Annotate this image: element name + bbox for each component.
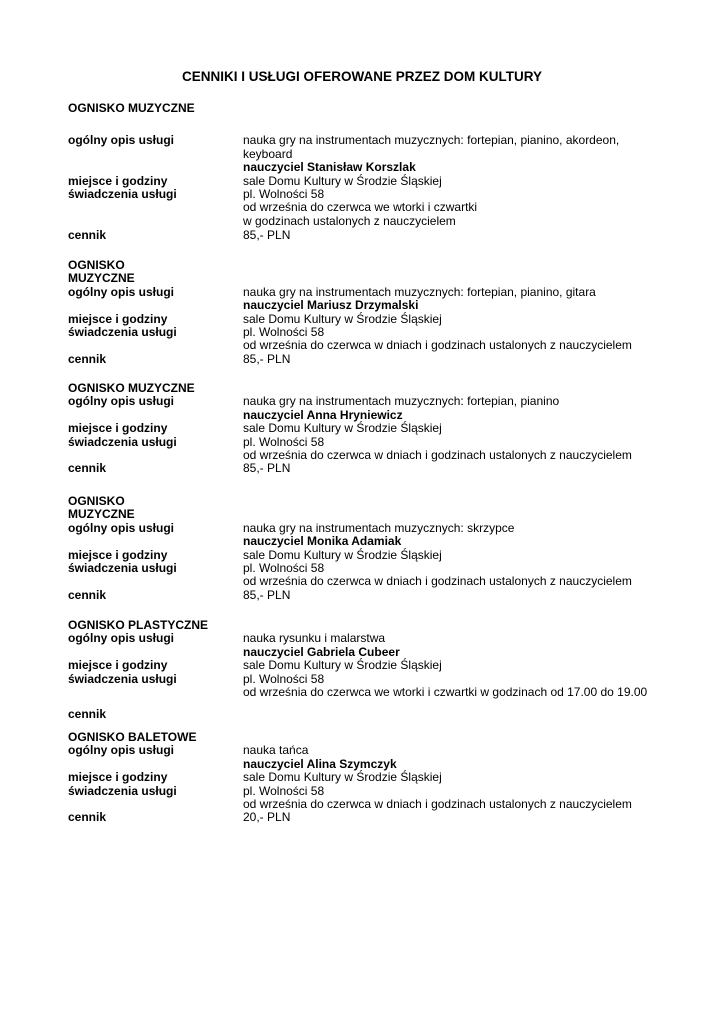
description-row (68, 286, 668, 299)
section-heading: OGNISKO MUZYCZNE (68, 494, 135, 522)
hours-value: od września do czerwca we wtorki i czwartki (243, 200, 478, 215)
place-row (68, 313, 668, 353)
price-row (68, 589, 668, 602)
section-heading: OGNISKO MUZYCZNE (68, 101, 195, 115)
price-row (68, 229, 668, 242)
description-label: ogólny opis usługi (68, 631, 174, 646)
price-value: 20,- PLN (243, 810, 291, 825)
teacher-name: nauczyciel Monika Adamiak (243, 534, 402, 549)
price-value: 85,- PLN (243, 228, 291, 243)
description-label: ogólny opis usługi (68, 394, 174, 409)
teacher-name: nauczyciel Mariusz Drzymalski (243, 298, 419, 313)
place-value: sale Domu Kultury w Środzie Śląskiej (243, 770, 442, 785)
description-row (68, 395, 668, 408)
price-label: cennik (68, 461, 107, 476)
section-heading: OGNISKO MUZYCZNE (68, 381, 195, 395)
address-value: pl. Wolności 58 (243, 325, 325, 340)
description-row (68, 744, 668, 757)
description-label: ogólny opis usługi (68, 520, 174, 535)
price-row (68, 353, 668, 366)
place-row (68, 659, 668, 699)
address-value: pl. Wolności 58 (243, 187, 325, 202)
teacher-name: nauczyciel Gabriela Cubeer (243, 644, 400, 659)
place-row (68, 422, 668, 462)
teacher-name: nauczyciel Stanisław Korszlak (243, 160, 416, 175)
place-label: miejsce i godziny świadczenia usługi (68, 421, 177, 449)
service-section (68, 731, 668, 825)
price-label: cennik (68, 810, 107, 825)
place-label: miejsce i godziny świadczenia usługi (68, 311, 177, 340)
price-value (243, 708, 673, 721)
place-value: sale Domu Kultury w Środzie Śląskiej (243, 547, 442, 562)
hours-value: od września do czerwca w dniach i godzinach ustalonych z nauczycielem (243, 448, 632, 463)
address-value: pl. Wolności 58 (243, 671, 325, 686)
description-row (68, 522, 668, 535)
section-heading: OGNISKO MUZYCZNE (68, 258, 135, 286)
description-label: ogólny opis usługi (68, 133, 174, 148)
section-heading: OGNISKO BALETOWE (68, 730, 197, 744)
hours-value: w godzinach ustalonych z nauczycielem (243, 213, 456, 228)
description-value: nauka rysunku i malarstwa (243, 631, 386, 646)
place-row (68, 549, 668, 589)
address-value: pl. Wolności 58 (243, 434, 325, 449)
section-heading: OGNISKO PLASTYCZNE (68, 618, 209, 632)
price-label: cennik (68, 351, 107, 366)
description-value: nauka gry na instrumentach muzycznych: fortepian, pianino, gitara (243, 284, 596, 299)
service-section (68, 102, 668, 243)
hours-value: od września do czerwca w dniach i godzinach ustalonych z nauczycielem (243, 574, 632, 589)
place-label: miejsce i godziny świadczenia usługi (68, 173, 177, 202)
price-label: cennik (68, 707, 107, 722)
place-label: miejsce i godziny świadczenia usługi (68, 547, 177, 576)
service-section (68, 619, 668, 722)
teacher-name: nauczyciel Anna Hryniewicz (243, 407, 403, 422)
hours-value: od września do czerwca w dniach i godzinach ustalonych z nauczycielem (243, 797, 632, 812)
service-section (68, 382, 668, 476)
place-value: sale Domu Kultury w Środzie Śląskiej (243, 311, 442, 326)
price-value: 85,- PLN (243, 351, 291, 366)
hours-value: od września do czerwca we wtorki i czwartki w godzinach od 17.00 do 19.00 (243, 685, 648, 700)
description-label: ogólny opis usługi (68, 743, 174, 758)
service-section (68, 495, 668, 602)
description-row (68, 134, 668, 161)
description-value: nauka gry na instrumentach muzycznych: skrzypce (243, 520, 515, 535)
place-label: miejsce i godziny świadczenia usługi (68, 658, 177, 686)
place-row (68, 771, 668, 811)
description-value: nauka gry na instrumentach muzycznych: fortepian, pianino (243, 394, 560, 409)
service-section (68, 259, 668, 366)
address-value: pl. Wolności 58 (243, 783, 325, 798)
description-value: nauka gry na instrumentach muzycznych: fortepian, pianino, akordeon, keyboard (243, 133, 620, 161)
hours-value: od września do czerwca w dniach i godzinach ustalonych z nauczycielem (243, 338, 632, 353)
page-title: CENNIKI I USŁUGI OFEROWANE PRZEZ DOM KULTURY (182, 69, 542, 84)
place-value: sale Domu Kultury w Środzie Śląskiej (243, 658, 442, 673)
place-value: sale Domu Kultury w Środzie Śląskiej (243, 173, 442, 188)
description-row (68, 632, 668, 645)
price-label: cennik (68, 587, 107, 602)
price-row (68, 462, 668, 475)
teacher-name: nauczyciel Alina Szymczyk (243, 756, 397, 771)
price-label: cennik (68, 228, 107, 243)
price-value: 85,- PLN (243, 461, 291, 476)
place-row (68, 175, 668, 229)
description-label: ogólny opis usługi (68, 284, 174, 299)
price-value: 85,- PLN (243, 587, 291, 602)
description-value: nauka tańca (243, 743, 309, 758)
address-value: pl. Wolności 58 (243, 561, 325, 576)
place-value: sale Domu Kultury w Środzie Śląskiej (243, 421, 442, 436)
price-row (68, 811, 668, 824)
place-label: miejsce i godziny świadczenia usługi (68, 770, 177, 798)
price-row (68, 708, 668, 721)
